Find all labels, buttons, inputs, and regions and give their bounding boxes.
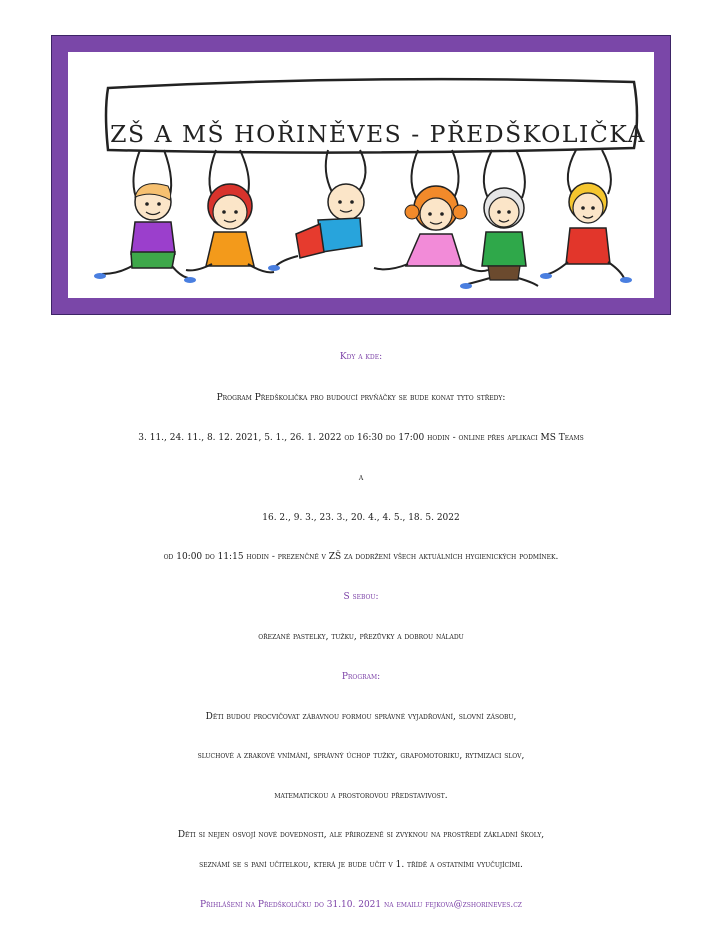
child-6-illustration	[540, 150, 632, 283]
child-5-illustration	[460, 150, 538, 289]
inperson-note: od 10:00 do 11:15 hodin - prezenčně v ZŠ za dodržení všech aktuálních hygienických podmínek.	[163, 552, 559, 562]
heading-when-where: Kdy a kde:	[339, 352, 383, 362]
program-intro: Program Předškolička pro budoucí prvňáčky se bude konat tyto středy:	[216, 393, 506, 403]
kids-holding-sign-illustration	[68, 52, 656, 300]
program-line-2: sluchové a zrakové vnímání, správný úchop tužky, grafomotoriku, rytmizaci slov,	[197, 751, 525, 761]
child-1-illustration	[94, 150, 196, 283]
program-line-4: Děti si nejen osvojí nové dovednosti, ale přirozeně si zvyknou na prostředí základní školy,	[177, 830, 545, 840]
child-2-illustration	[186, 150, 274, 272]
signup-note: Přihlášení na Předškoličku do 31.10. 2021 na emailu fejkova@zshorineves.cz	[200, 900, 522, 910]
child-3-illustration	[268, 150, 366, 271]
online-dates: 3. 11., 24. 11., 8. 12. 2021, 5. 1., 26. 1. 2022 od 16:30 do 17:00 hodin - online přes aplikaci MS Teams	[138, 433, 584, 443]
banner-title: ZŠ A MŠ HOŘINĚVES - PŘEDŠKOLIČKA	[110, 120, 646, 148]
banner-image	[68, 52, 654, 298]
bring-items: ořezané pastelky, tužku, přezůvky a dobrou náladu	[258, 632, 464, 642]
program-line-5: seznámí se s paní učitelkou, která je bude učit v 1. třídě a ostatními vyučujícími.	[199, 860, 523, 870]
conjunction: a	[358, 473, 364, 483]
child-4-illustration	[374, 150, 488, 271]
heading-program: Program:	[341, 672, 381, 682]
program-line-1: Děti budou procvičovat zábavnou formou správné vyjadřování, slovní zásobu,	[205, 712, 517, 722]
inperson-dates: 16. 2., 9. 3., 23. 3., 20. 4., 4. 5., 18. 5. 2022	[262, 513, 460, 523]
heading-bring: S sebou:	[343, 592, 379, 602]
program-line-3: matematickou a prostorovou představivost.	[274, 791, 448, 801]
header-banner	[51, 35, 671, 315]
